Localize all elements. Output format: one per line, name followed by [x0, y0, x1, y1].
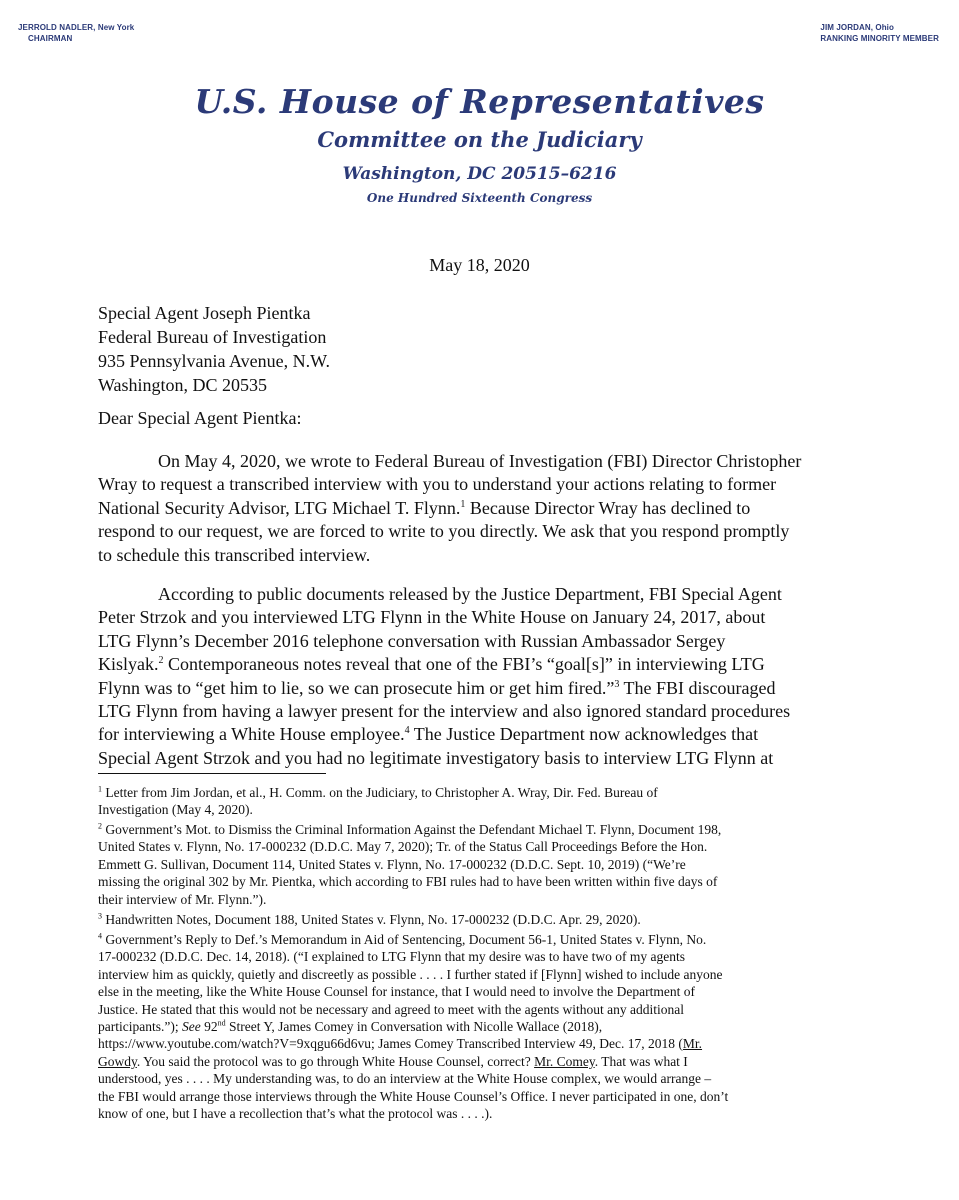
letterhead-address: Washington, DC 20515–6216	[342, 164, 617, 184]
letterhead-committee: Committee on the Judiciary	[317, 127, 642, 152]
address-line: 935 Pennsylvania Avenue, N.W.	[98, 351, 330, 371]
body-paragraph-2: According to public documents released by the Justice Department, FBI Special Agent Peter Strzok and you interviewed LTG Flynn in the White House on January 24, 2017, about LTG Flynn’s December 2016 telephone conversation with Russian Ambassador Sergey Kislyak.$^2$ Contemporaneous notes reveal that one of the FBI’s “goal[s]” in interviewing LTG Flynn was to “get him to lie, so we can prosecute him or get him fired.”$^3$ The FBI discouraged LTG Flynn from having a lawyer present for the interview and also ignored standard procedures for interviewing a White House employee.$^4$ The Justice Department now acknowledges that Special Agent Strzok and you had no legitimate investigatory basis to interview LTG Flynn at	[98, 584, 791, 768]
footnote-4: $^4$ Government’s Reply to Def.’s Memorandum in Aid of Sentencing, Document 56-1, United States v. Flynn, No. 17-000232 (D.D.C. Dec. 14, 2018). (“I explained to LTG Flynn that my desire was to have two of my agents interview him as quickly, quietly and discreetly as possible . . . . I further stated if [Flynn] wished to include anyone else in the meeting, like the White House Counsel for instance, that I would need to involve the Department of Justice. He stated that this would not be necessary and agreed to meet with the agents without any additional participants.”); See 92nd Street Y, James Comey in Conversation with Nicolle Wallace (2018), https://www.youtube.com/watch?V=9xqgu66d6vu; James Comey Transcribed Interview 49, Dec. 17, 2018 (Mr. Gowdy. You said the protocol was to go through White House Counsel, correct? Mr. Comey. That was what I understood, yes . . . . My understanding was, to do an interview at the White House complex, we would arrange – the FBI would arrange those interviews through the White House Counsel’s Office. I never participated in one, don’t know of one, but I have a recollection that’s what the protocol was . . . .).	[98, 931, 729, 1122]
body-paragraph-1: On May 4, 2020, we wrote to Federal Bureau of Investigation (FBI) Director Christopher Wray to request a transcribed interview with you to understand your actions relating to former National Security Advisor, LTG Michael T. Flynn.$^1$ Because Director Wray has declined to respond to our request, we are forced to write to you directly. We ask that you respond promptly to schedule this transcribed interview.	[98, 451, 802, 565]
footnote-2: $^2$ Government’s Mot. to Dismiss the Criminal Information Against the Defendant Michael T. Flynn, Document 198, United States v. Flynn, No. 17-000232 (D.D.C. May 7, 2020); Tr. of the Status Call Proceedings Before the Hon. Emmett G. Sullivan, Document 114, United States v. Flynn, No. 17-000232 (D.D.C. Sept. 10, 2019) (“We’re missing the original 302 by Mr. Pientka, which according to FBI rules had to have been written within five days of their interview of Mr. Flynn.”).	[98, 821, 722, 907]
ranking-member-block	[820, 22, 939, 44]
footnote-3: $^3$ Handwritten Notes, Document 188, United States v. Flynn, No. 17-000232 (D.D.C. Apr. 29, 2020).	[98, 911, 641, 927]
youtube-link-text: https://www.youtube.com/watch?V=9xqgu66d6vu; James Comey Transcribed Interview 49, Dec. 17, 2018 (	[98, 1036, 683, 1052]
letter-date: May 18, 2020	[429, 255, 530, 275]
address-line: Special Agent Joseph Pientka	[98, 303, 311, 323]
letterhead	[0, 82, 959, 208]
footnote-1: $^1$ Letter from Jim Jordan, et al., H. Comm. on the Judiciary, to Christopher A. Wray, Dir. Fed. Bureau of Investigation (May 4, 2020).	[98, 784, 658, 818]
footnote-ref-4: 4	[404, 725, 410, 737]
footnote-ref-3: 3	[614, 678, 620, 690]
salutation: Dear Special Agent Pientka:	[98, 408, 302, 428]
footnote-ref-1: 1	[460, 498, 466, 510]
address-line: Federal Bureau of Investigation	[98, 327, 327, 347]
chairman-name: JERROLD NADLER, New York	[18, 23, 135, 32]
letterhead-congress: One Hundred Sixteenth Congress	[366, 191, 593, 205]
footnote-ref-2: 2	[158, 655, 164, 667]
recipient-address	[98, 301, 330, 397]
chairman-title: CHAIRMAN	[28, 34, 73, 43]
address-line: Washington, DC 20535	[98, 375, 268, 395]
chairman-block	[18, 22, 134, 44]
ranking-member-name: JIM JORDAN, Ohio	[820, 23, 894, 32]
letterhead-house: U.S. House of Representatives	[194, 82, 765, 121]
footnote-divider	[98, 773, 326, 774]
ranking-member-title: RANKING MINORITY MEMBER	[820, 34, 939, 43]
